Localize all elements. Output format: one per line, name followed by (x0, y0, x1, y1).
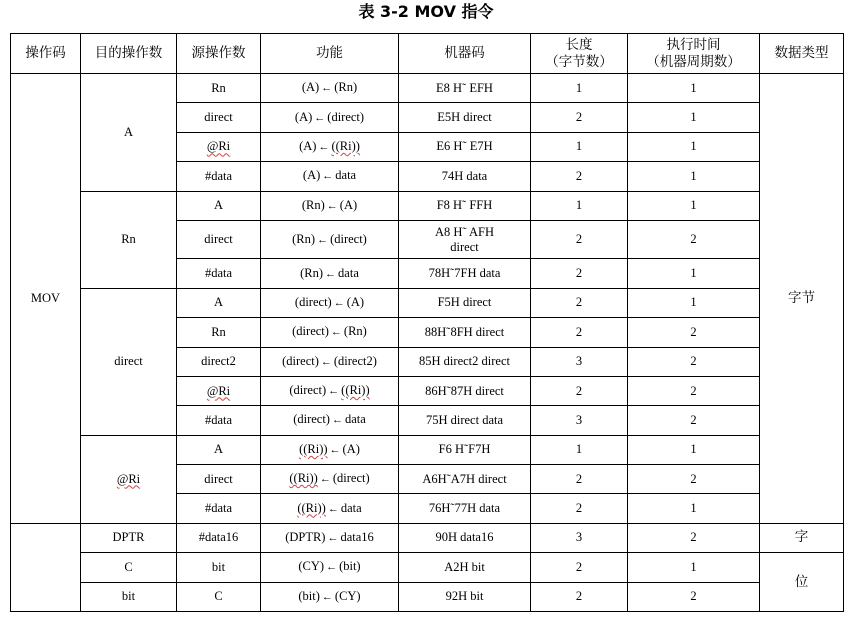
function-cell (261, 103, 399, 132)
func-dest: (A) (294, 109, 313, 124)
left-arrow-icon: ← (321, 82, 333, 95)
time-cell: 2 (628, 220, 760, 259)
func-dest: ((Ri)) (297, 500, 326, 515)
code-cell: 90H data16 (399, 523, 531, 552)
src-cell: direct (177, 103, 261, 132)
src-cell (177, 376, 261, 405)
func-src: (A) (346, 294, 365, 309)
function-cell (261, 582, 399, 612)
length-cell: 2 (531, 318, 628, 347)
func-src: ((Ri)) (331, 138, 360, 153)
left-arrow-icon: ← (320, 355, 332, 368)
opcode-mov: MOV (11, 74, 81, 524)
table-row (11, 553, 844, 582)
header-function: 功能 (261, 34, 399, 74)
opcode-cell-empty (11, 582, 81, 612)
length-cell: 3 (531, 406, 628, 435)
func-dest: (Rn) (301, 197, 325, 212)
table-title: 表 3-2 MOV 指令 (358, 2, 494, 21)
func-dest: (DPTR) (285, 529, 326, 544)
time-cell: 1 (628, 162, 760, 191)
func-dest: (direct) (289, 383, 327, 398)
function-cell (261, 288, 399, 317)
left-arrow-icon: ← (330, 326, 342, 339)
header-row (11, 34, 844, 74)
function-cell (261, 406, 399, 435)
func-src: (CY) (334, 588, 361, 603)
dtype-word: 字 (760, 523, 844, 552)
header-opcode: 操作码 (11, 34, 81, 74)
opcode-cell-empty (11, 523, 81, 552)
dest-rn: Rn (81, 191, 177, 288)
dest-c: C (81, 553, 177, 582)
dest-ri (81, 435, 177, 523)
code-cell: A8 H˜ AFH direct (399, 220, 531, 259)
code-cell: 88H˜8FH direct (399, 318, 531, 347)
time-cell: 2 (628, 465, 760, 494)
length-cell: 1 (531, 74, 628, 103)
code-cell: A2H bit (399, 553, 531, 582)
table-row (11, 288, 844, 317)
function-cell (261, 132, 399, 161)
code-cell: F6 H˜F7H (399, 435, 531, 464)
src-cell (177, 132, 261, 161)
function-cell (261, 162, 399, 191)
code-cell: 86H˜87H direct (399, 376, 531, 405)
func-src: (direct) (332, 471, 370, 486)
left-arrow-icon: ← (327, 502, 339, 515)
func-src: (direct2) (333, 353, 377, 368)
left-arrow-icon: ← (314, 111, 326, 124)
code-cell: 75H direct data (399, 406, 531, 435)
code-cell: 78H˜7FH data (399, 259, 531, 288)
src-cell: A (177, 191, 261, 220)
dest-direct: direct (81, 288, 177, 435)
func-src: (direct) (330, 231, 367, 246)
dtype-bit: 位 (760, 553, 844, 612)
func-dest: (Rn) (292, 231, 316, 246)
func-dest: (direct) (282, 353, 319, 368)
func-src: (direct) (327, 109, 365, 124)
func-src: (Rn) (343, 324, 367, 339)
func-src: data (340, 500, 362, 515)
dest-ri-text: @Ri (116, 471, 141, 486)
func-dest: (A) (299, 138, 317, 153)
src-cell: #data (177, 259, 261, 288)
time-cell: 1 (628, 259, 760, 288)
left-arrow-icon: ← (331, 414, 343, 427)
src-text: @Ri (206, 383, 231, 398)
src-cell: #data16 (177, 523, 261, 552)
dest-dptr: DPTR (81, 523, 177, 552)
time-cell: 2 (628, 523, 760, 552)
time-cell: 1 (628, 74, 760, 103)
func-src: (bit) (339, 559, 361, 574)
func-src: ((Ri)) (341, 383, 370, 398)
code-cell: E6 H˜ E7H (399, 132, 531, 161)
func-dest: (A) (302, 168, 321, 183)
header-machine-code: 机器码 (399, 34, 531, 74)
time-cell: 2 (628, 318, 760, 347)
time-cell: 1 (628, 494, 760, 523)
src-cell: #data (177, 162, 261, 191)
func-src: data (344, 412, 366, 427)
opcode-cell-empty (11, 553, 81, 582)
header-src: 源操作数 (177, 34, 261, 74)
func-src: (A) (342, 441, 360, 456)
length-cell: 1 (531, 191, 628, 220)
left-arrow-icon: ← (322, 170, 334, 183)
function-cell (261, 347, 399, 376)
src-cell (177, 74, 261, 103)
function-cell (261, 553, 399, 582)
code-cell: 74H data (399, 162, 531, 191)
src-cell: C (177, 582, 261, 612)
src-text: Rn (211, 80, 226, 95)
func-dest: ((Ri)) (289, 471, 318, 486)
func-dest: ((Ri)) (299, 441, 328, 456)
left-arrow-icon: ← (318, 140, 330, 153)
time-cell: 1 (628, 132, 760, 161)
header-dest: 目的操作数 (81, 34, 177, 74)
dest-bit: bit (81, 582, 177, 612)
length-cell: 1 (531, 132, 628, 161)
time-cell: 2 (628, 582, 760, 612)
left-arrow-icon: ← (328, 385, 340, 398)
func-dest: (Rn) (300, 265, 324, 280)
length-cell: 2 (531, 162, 628, 191)
header-exec-time: 执行时间 （机器周期数） (628, 34, 760, 74)
length-cell: 2 (531, 103, 628, 132)
length-cell: 2 (531, 288, 628, 317)
time-cell: 1 (628, 288, 760, 317)
length-cell: 3 (531, 523, 628, 552)
code-cell: E5H direct (399, 103, 531, 132)
time-cell: 1 (628, 191, 760, 220)
func-src: data (338, 265, 359, 280)
func-src: data16 (340, 529, 374, 544)
func-dest: (direct) (294, 294, 332, 309)
code-cell: E8 H˜ EFH (399, 74, 531, 103)
length-cell: 2 (531, 259, 628, 288)
dest-a: A (81, 74, 177, 192)
function-cell (261, 318, 399, 347)
code-cell: 76H˜77H data (399, 494, 531, 523)
left-arrow-icon: ← (326, 199, 338, 212)
table-row (11, 523, 844, 552)
table-row (11, 582, 844, 612)
header-data-type: 数据类型 (760, 34, 844, 74)
left-arrow-icon: ← (329, 443, 341, 456)
function-cell (261, 465, 399, 494)
left-arrow-icon: ← (321, 590, 333, 603)
code-cell: F8 H˜ FFH (399, 191, 531, 220)
func-dest: (bit) (298, 588, 320, 603)
src-cell: A (177, 435, 261, 464)
length-cell: 2 (531, 553, 628, 582)
function-cell (261, 220, 399, 259)
left-arrow-icon: ← (333, 296, 345, 309)
length-cell: 3 (531, 347, 628, 376)
left-arrow-icon: ← (326, 561, 338, 574)
func-dest: (A) (301, 80, 320, 95)
table-row (11, 435, 844, 464)
func-src: (A) (339, 197, 358, 212)
time-cell: 1 (628, 553, 760, 582)
function-cell (261, 259, 399, 288)
function-cell (261, 494, 399, 523)
dtype-byte: 字节 (760, 74, 844, 524)
src-cell: Rn (177, 318, 261, 347)
func-dest: (direct) (293, 412, 330, 427)
func-dest: (CY) (298, 559, 325, 574)
src-cell: #data (177, 406, 261, 435)
src-cell: direct2 (177, 347, 261, 376)
time-cell: 1 (628, 103, 760, 132)
length-cell: 2 (531, 582, 628, 612)
code-cell: F5H direct (399, 288, 531, 317)
left-arrow-icon: ← (327, 531, 339, 544)
function-cell (261, 191, 399, 220)
src-cell: #data (177, 494, 261, 523)
table-row (11, 191, 844, 220)
time-cell: 2 (628, 406, 760, 435)
left-arrow-icon: ← (325, 267, 337, 280)
left-arrow-icon: ← (317, 233, 329, 246)
length-cell: 2 (531, 376, 628, 405)
function-cell (261, 435, 399, 464)
code-cell: A6H˜A7H direct (399, 465, 531, 494)
mov-instruction-table (10, 33, 844, 612)
src-cell: direct (177, 220, 261, 259)
time-cell: 2 (628, 347, 760, 376)
length-cell: 1 (531, 435, 628, 464)
src-cell: bit (177, 553, 261, 582)
src-cell: A (177, 288, 261, 317)
code-cell: 85H direct2 direct (399, 347, 531, 376)
function-cell (261, 376, 399, 405)
func-dest: (direct) (292, 324, 329, 339)
left-arrow-icon: ← (319, 473, 331, 486)
table-row (11, 74, 844, 103)
src-cell: direct (177, 465, 261, 494)
code-cell: 92H bit (399, 582, 531, 612)
length-cell: 2 (531, 220, 628, 259)
length-cell: 2 (531, 494, 628, 523)
function-cell (261, 74, 399, 103)
function-cell (261, 523, 399, 552)
func-src: (Rn) (334, 80, 358, 95)
func-src: data (335, 168, 357, 183)
time-cell: 2 (628, 376, 760, 405)
length-cell: 2 (531, 465, 628, 494)
time-cell: 1 (628, 435, 760, 464)
src-text: @Ri (206, 139, 231, 154)
header-length: 长度 （字节数） (531, 34, 628, 74)
